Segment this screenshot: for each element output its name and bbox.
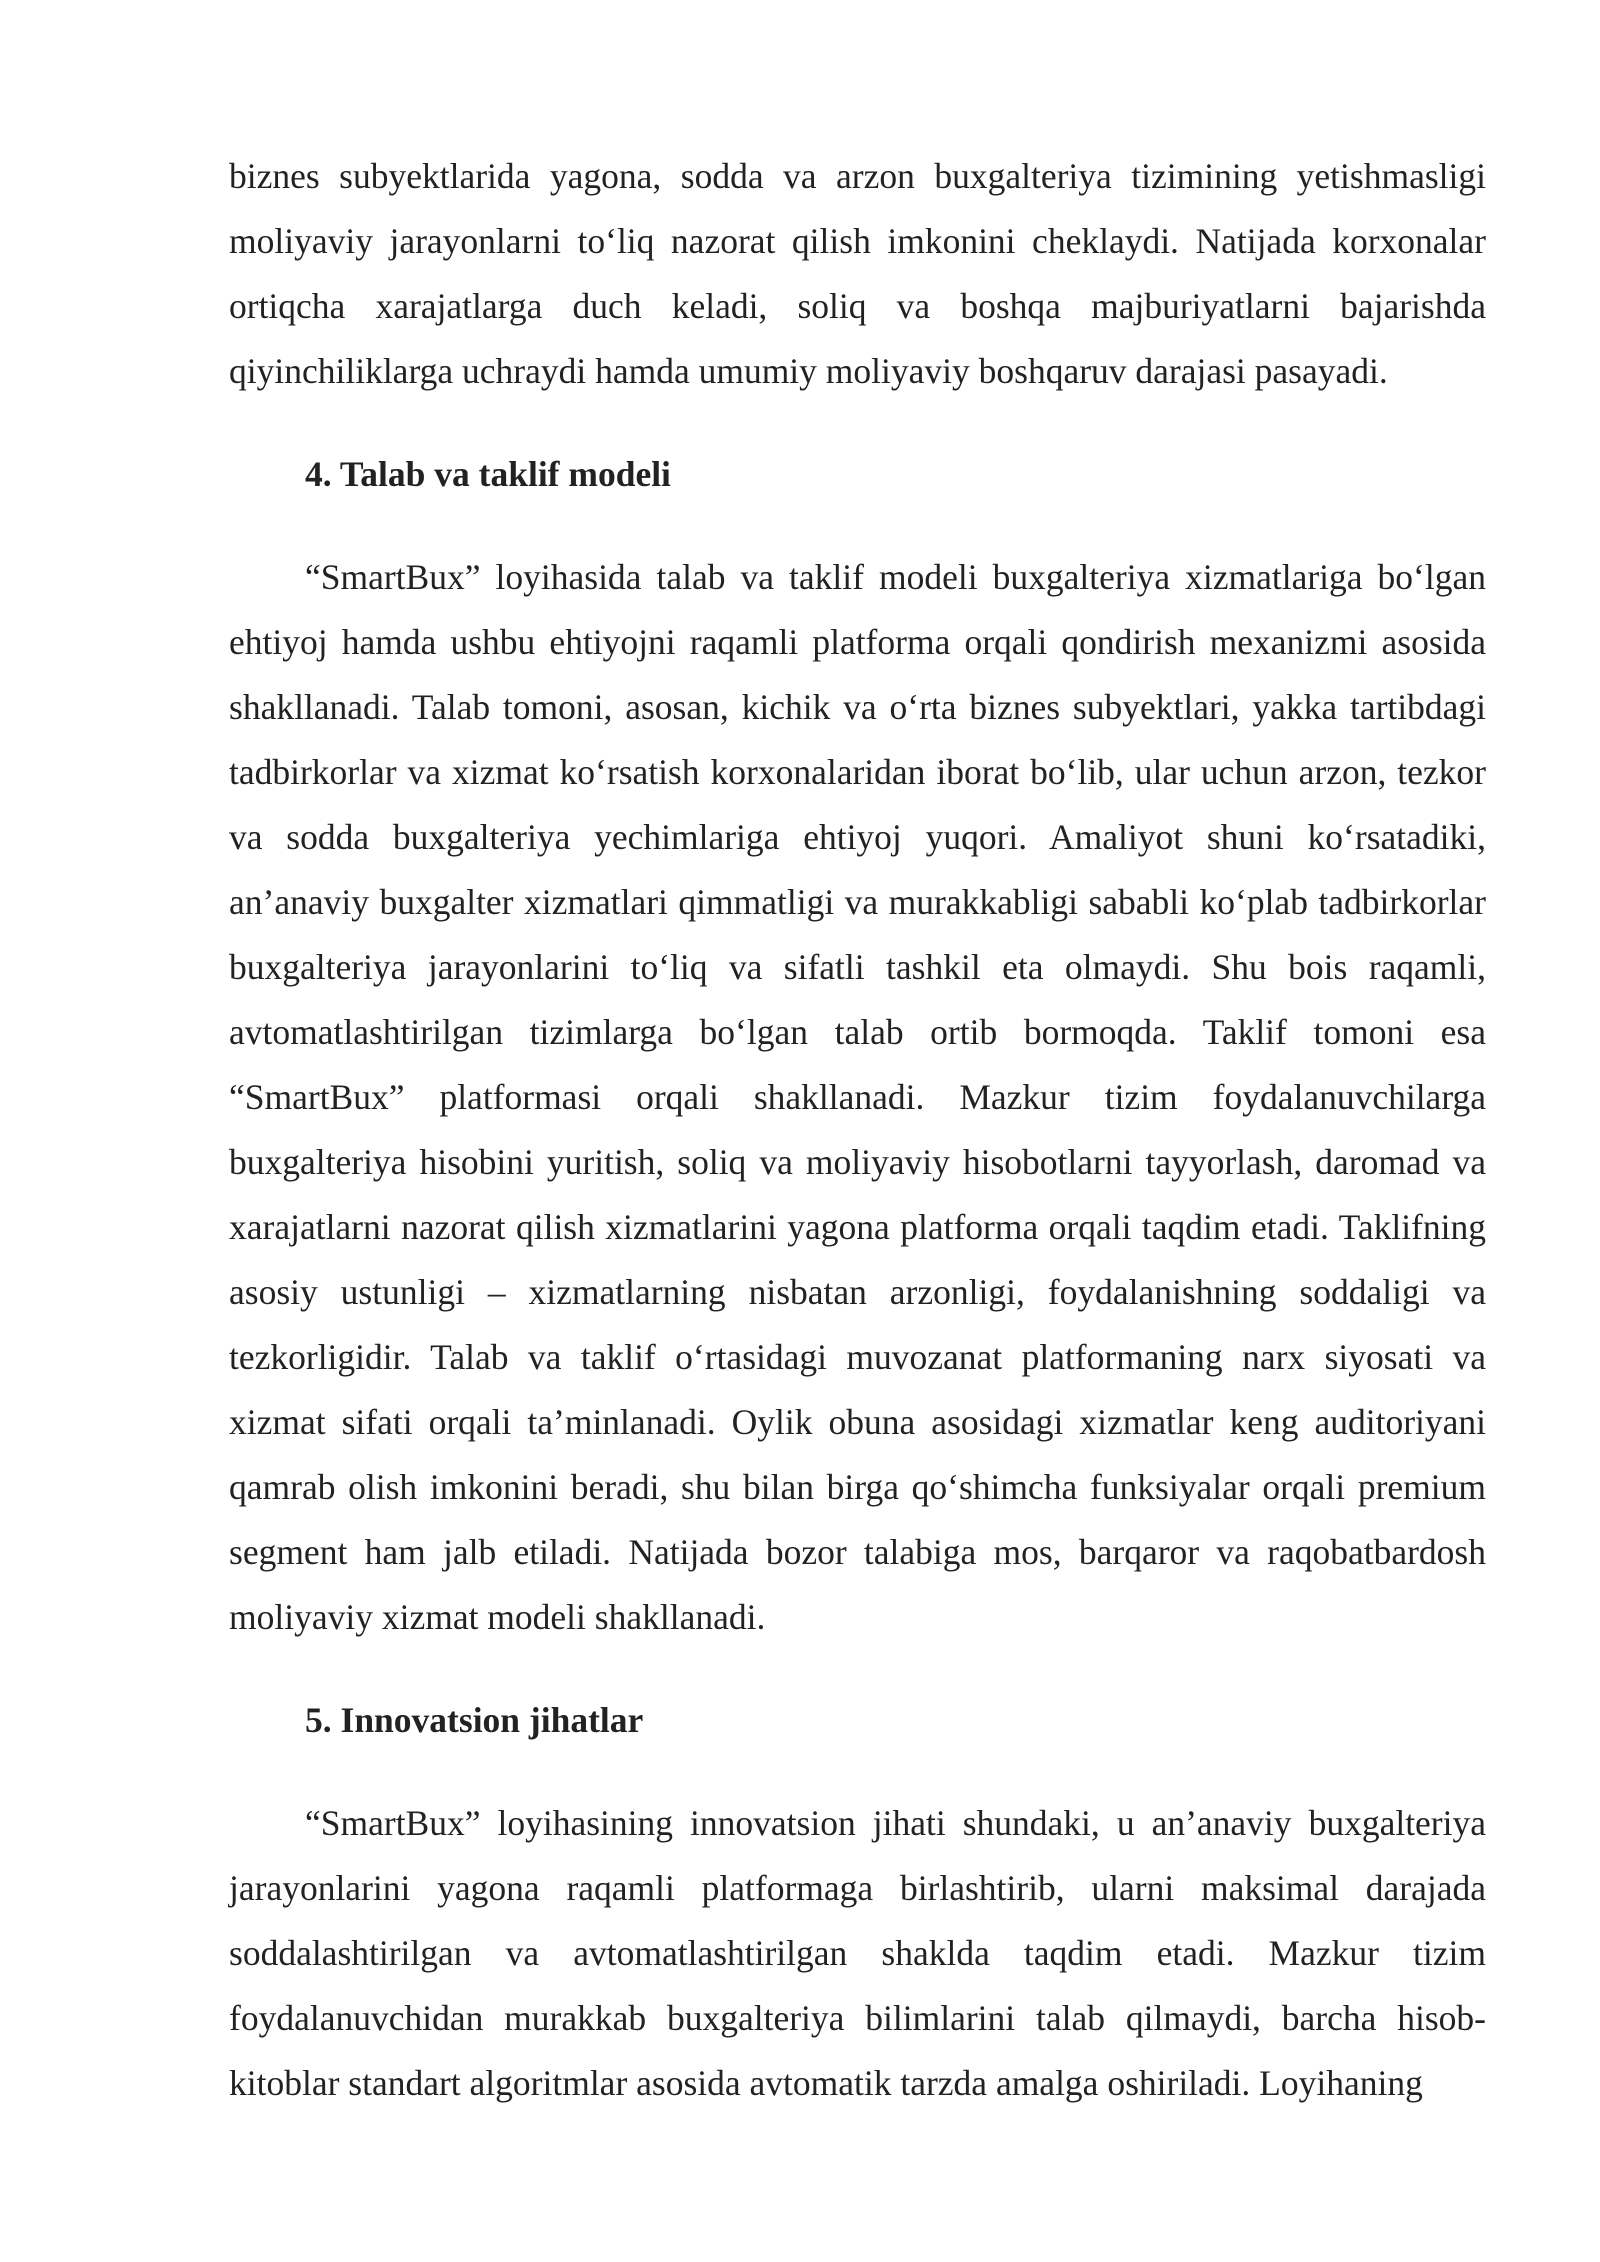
spacer: [229, 1753, 1486, 1791]
section-4-heading: 4. Talab va taklif modeli: [305, 454, 671, 494]
section-5-heading: 5. Innovatsion jihatlar: [305, 1700, 644, 1740]
continued-paragraph: biznes subyektlarida yagona, sodda va arzon buxgalteriya tizimining yetishmasligi moliyaviy jarayonlarni to‘liq nazorat qilish imkonini cheklaydi. Natijada korxonalar ortiqcha xarajatlarga duch keladi, soliq va boshqa majburiyatlarni bajarishda qiyinchiliklarga uchraydi hamda umumiy moliyaviy boshqaruv darajasi pasayadi.: [229, 156, 1486, 391]
section-4-paragraph: “SmartBux” loyihasida talab va taklif modeli buxgalteriya xizmatlariga bo‘lgan ehtiyoj hamda ushbu ehtiyojni raqamli platforma orqali qondirish mexanizmi asosida shakllanadi. Talab tomoni, asosan, kichik va o‘rta biznes subyektlari, yakka tartibdagi tadbirkorlar va xizmat ko‘rsatish korxonalaridan iborat bo‘lib, ular uchun arzon, tezkor va sodda buxgalteriya yechimlariga ehtiyoj yuqori. Amaliyot shuni ko‘rsatadiki, an’anaviy buxgalter xizmatlari qimmatligi va murakkabligi sababli ko‘plab tadbirkorlar buxgalteriya jarayonlarini to‘liq va sifatli tashkil eta olmaydi. Shu bois raqamli, avtomatlashtirilgan tizimlarga bo‘lgan talab ortib bormoqda. Taklif tomoni esa “SmartBux” platformasi orqali shakllanadi. Mazkur tizim foydalanuvchilarga buxgalteriya hisobini yuritish, soliq va moliyaviy hisobotlarni tayyorlash, daromad va xarajatlarni nazorat qilish xizmatlarini yagona platforma orqali taqdim etadi. Taklifning asosiy ustunligi – xizmatlarning nisbatan arzonligi, foydalanishning soddaligi va tezkorligidir. Talab va taklif o‘rtasidagi muvozanat platformaning narx siyosati va xizmat sifati orqali ta’minlanadi. Oylik obuna asosidagi xizmatlar keng auditoriyani qamrab olish imkonini beradi, shu bilan birga qo‘shimcha funksiyalar orqali premium segment ham jalb etiladi. Natijada bozor talabiga mos, barqaror va raqobatbardosh moliyaviy xizmat modeli shakllanadi.: [229, 557, 1486, 1637]
section-5-paragraph: “SmartBux” loyihasining innovatsion jihati shundaki, u an’anaviy buxgalteriya jarayonlarini yagona raqamli platformaga birlashtirib, ularni maksimal darajada soddalashtirilgan va avtomatlashtirilgan shaklda taqdim etadi. Mazkur tizim foydalanuvchidan murakkab buxgalteriya bilimlarini talab qilmaydi, barcha hisob-kitoblar standart algoritmlar asosida avtomatik tarzda amalga oshiriladi. Loyihaning: [229, 1803, 1486, 2103]
document-body: [229, 144, 1486, 2116]
spacer: [229, 1650, 1486, 1688]
spacer: [229, 507, 1486, 545]
spacer: [229, 404, 1486, 442]
